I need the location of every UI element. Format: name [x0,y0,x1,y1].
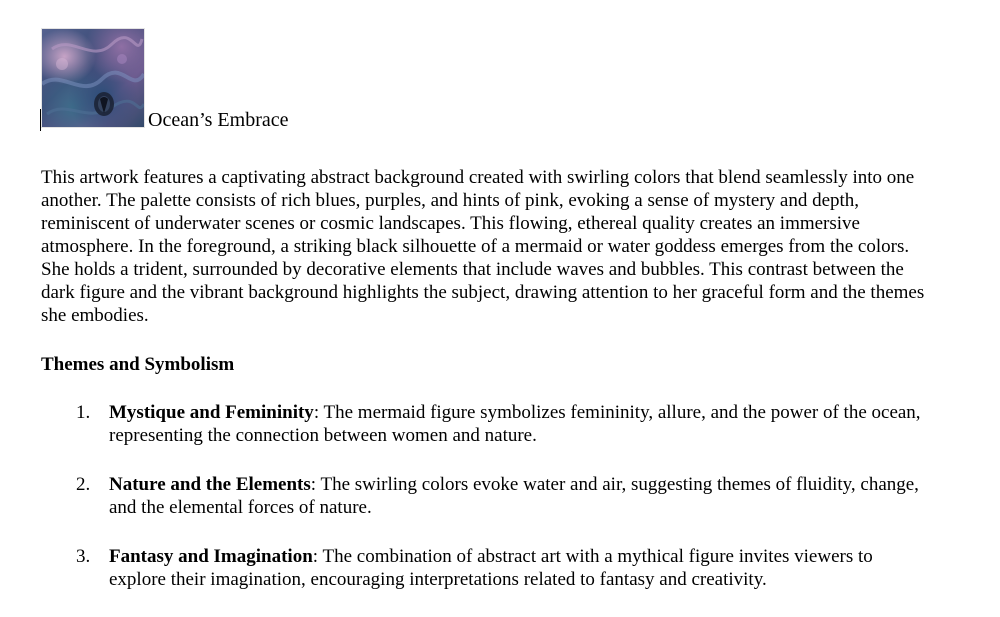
list-item-number: 1. [76,402,91,423]
list-item [41,473,929,519]
themes-list [41,401,941,591]
list-item-number: 3. [76,546,91,567]
list-item-term: Mystique and Femininity [109,402,314,423]
list-item-term: Fantasy and Imagination [109,546,313,567]
list-item-text: : The swirling colors evoke water and air, suggesting themes of fluidity, change, and the elemental forces of nature. [109,474,919,518]
title-row [41,27,941,133]
list-item-number: 2. [76,474,91,495]
artwork-description: This artwork features a captivating abstract background created with swirling colors that blend seamlessly into one another. The palette consists of rich blues, purples, and hints of pink, evoking a sense of mystery and depth, reminiscent of underwater scenes or cosmic landscapes. This flowing, ethereal quality creates an immersive atmosphere. In the foreground, a striking black silhouette of a mermaid or water goddess emerges from the colors. She holds a trident, surrounded by decorative elements that include waves and bubbles. This contrast between the dark figure and the vibrant background highlights the subject, drawing attention to her graceful form and the themes she embodies. [41,167,925,326]
mermaid-painting-thumbnail-icon [42,29,144,127]
list-item-text: : The combination of abstract art with a mythical figure invites viewers to explore their imagination, encouraging interpretations related to fantasy and creativity. [109,546,873,590]
list-item-text: : The mermaid figure symbolizes femininity, allure, and the power of the ocean, representing the connection between women and nature. [109,402,921,446]
list-item [41,401,929,447]
list-item-term: Nature and the Elements [109,474,311,495]
artwork-title: Ocean’s Embrace [148,109,289,131]
themes-heading: Themes and Symbolism [41,354,235,375]
list-item [41,545,929,591]
artwork-image[interactable] [41,28,145,128]
text-cursor [40,109,41,131]
document-page [41,27,941,617]
